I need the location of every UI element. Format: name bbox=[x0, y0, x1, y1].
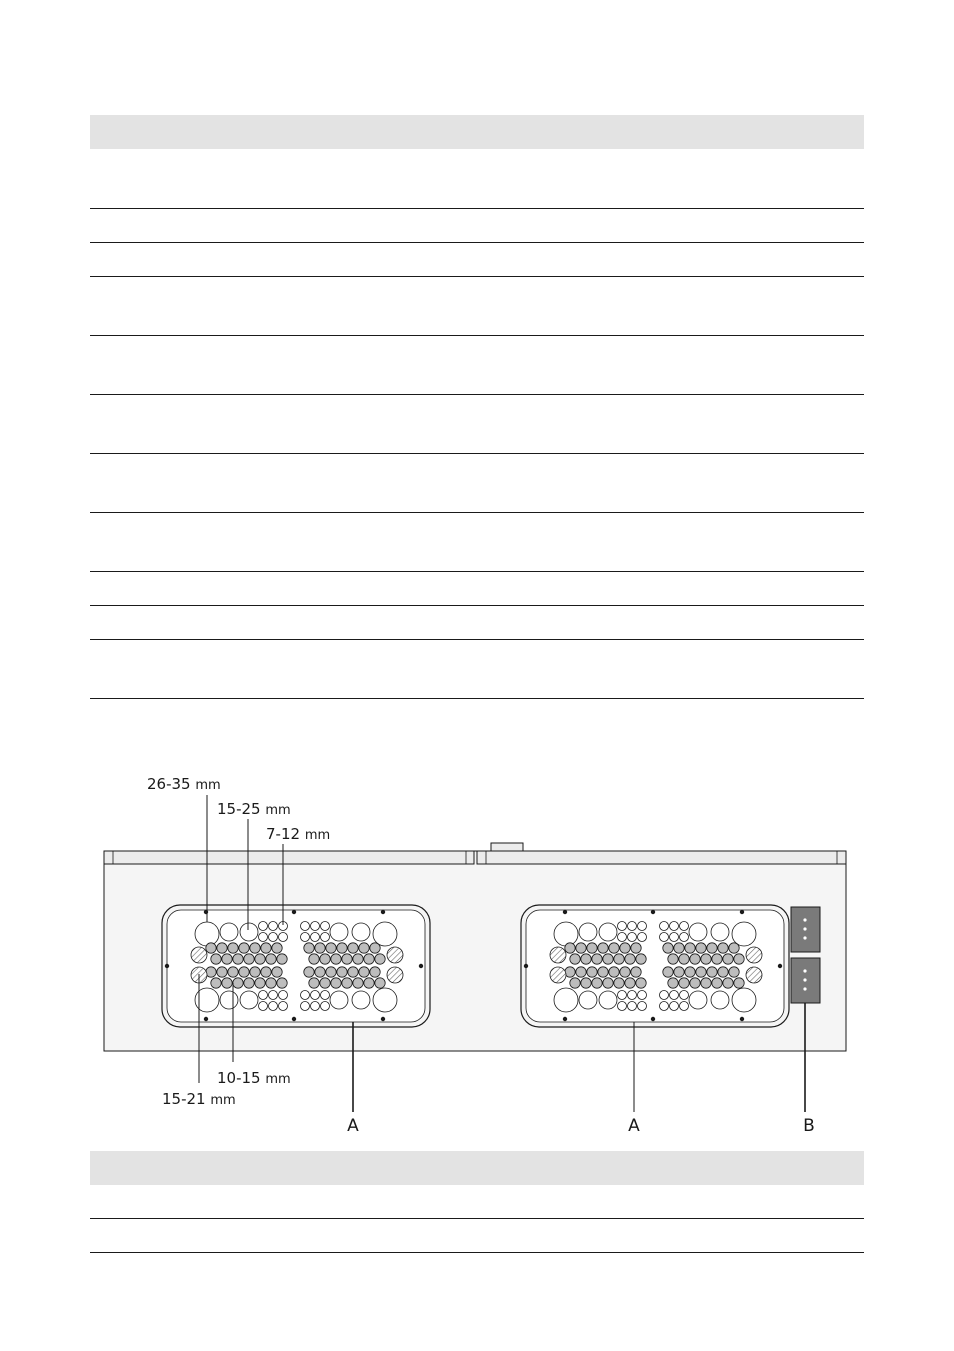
gland-hole bbox=[638, 922, 647, 931]
table-row bbox=[90, 336, 864, 395]
gland-hole bbox=[269, 922, 278, 931]
gland-hole bbox=[309, 954, 319, 964]
gland-hole bbox=[239, 943, 249, 953]
gland-hole bbox=[250, 943, 260, 953]
gland-hole bbox=[685, 967, 695, 977]
gland-hole bbox=[353, 978, 363, 988]
gland-hole bbox=[618, 933, 627, 942]
gland-hole bbox=[579, 923, 597, 941]
lid-right bbox=[477, 851, 846, 864]
lid-left bbox=[104, 851, 474, 864]
screw bbox=[740, 910, 744, 914]
gland-hole bbox=[668, 978, 678, 988]
gland-hole bbox=[631, 967, 641, 977]
gland-hole bbox=[680, 991, 689, 1000]
gland-hole bbox=[680, 933, 689, 942]
gland-hole bbox=[206, 943, 216, 953]
screw bbox=[165, 964, 169, 968]
gland-hole bbox=[272, 967, 282, 977]
gland-hole bbox=[320, 954, 330, 964]
table-row bbox=[90, 209, 864, 243]
table-row bbox=[90, 1185, 864, 1219]
gland-hole bbox=[269, 1002, 278, 1011]
gland-hole bbox=[277, 978, 287, 988]
gland-hole bbox=[734, 954, 744, 964]
gland-hole bbox=[670, 922, 679, 931]
gland-hole bbox=[387, 947, 403, 963]
gland-hole bbox=[217, 967, 227, 977]
gland-hole bbox=[259, 1002, 268, 1011]
gland-hole bbox=[330, 991, 348, 1009]
gland-hole bbox=[375, 978, 385, 988]
gland-hole bbox=[364, 978, 374, 988]
gland-hole bbox=[550, 967, 566, 983]
gland-hole bbox=[690, 978, 700, 988]
lower-table bbox=[90, 1151, 864, 1253]
gland-hole bbox=[554, 922, 578, 946]
gland-hole bbox=[638, 1002, 647, 1011]
gland-hole bbox=[266, 954, 276, 964]
screw bbox=[419, 964, 423, 968]
gland-hole bbox=[581, 954, 591, 964]
table-row bbox=[90, 606, 864, 640]
gland-hole bbox=[554, 988, 578, 1012]
gland-hole bbox=[239, 967, 249, 977]
gland-plate-right bbox=[521, 905, 789, 1027]
gland-hole bbox=[732, 922, 756, 946]
gland-hole bbox=[729, 967, 739, 977]
gland-hole bbox=[620, 967, 630, 977]
screw bbox=[204, 1017, 208, 1021]
gland-hole bbox=[707, 967, 717, 977]
gland-hole bbox=[663, 967, 673, 977]
gland-hole bbox=[729, 943, 739, 953]
gland-hole bbox=[321, 922, 330, 931]
gland-hole bbox=[279, 1002, 288, 1011]
gland-hole bbox=[550, 947, 566, 963]
gland-hole bbox=[279, 991, 288, 1000]
gland-hole bbox=[670, 991, 679, 1000]
gland-hole bbox=[618, 922, 627, 931]
gland-hole bbox=[718, 943, 728, 953]
gland-hole bbox=[261, 967, 271, 977]
gland-hole bbox=[222, 978, 232, 988]
gland-hole bbox=[331, 954, 341, 964]
gland-hole bbox=[326, 967, 336, 977]
gland-hole bbox=[570, 954, 580, 964]
table-row bbox=[90, 572, 864, 606]
gland-hole bbox=[628, 933, 637, 942]
gland-hole bbox=[301, 922, 310, 931]
callout-a-right: A bbox=[628, 1116, 640, 1136]
gland-hole bbox=[266, 978, 276, 988]
gland-hole bbox=[707, 943, 717, 953]
gland-hole bbox=[261, 943, 271, 953]
gland-hole bbox=[359, 967, 369, 977]
gland-hole bbox=[625, 978, 635, 988]
gland-hole bbox=[304, 943, 314, 953]
gland-hole bbox=[718, 967, 728, 977]
gland-hole bbox=[712, 978, 722, 988]
gland-hole bbox=[592, 954, 602, 964]
gland-hole bbox=[618, 1002, 627, 1011]
dim-label-10-15: 10-15 mm bbox=[217, 1069, 291, 1087]
gland-hole bbox=[746, 967, 762, 983]
gland-hole bbox=[679, 954, 689, 964]
gland-hole bbox=[625, 954, 635, 964]
gland-hole bbox=[272, 943, 282, 953]
gland-hole bbox=[609, 943, 619, 953]
gland-hole bbox=[712, 954, 722, 964]
gland-hole bbox=[587, 967, 597, 977]
gland-hole bbox=[660, 933, 669, 942]
gland-hole bbox=[620, 943, 630, 953]
gland-hole bbox=[222, 954, 232, 964]
gland-hole bbox=[670, 1002, 679, 1011]
gland-hole bbox=[304, 967, 314, 977]
gland-hole bbox=[638, 991, 647, 1000]
dim-label-26-35: 26-35 mm bbox=[147, 775, 221, 793]
gland-hole bbox=[598, 943, 608, 953]
gland-hole bbox=[255, 954, 265, 964]
gland-hole bbox=[680, 1002, 689, 1011]
gland-hole bbox=[579, 991, 597, 1009]
screw bbox=[292, 1017, 296, 1021]
gland-hole bbox=[352, 991, 370, 1009]
gland-hole bbox=[217, 943, 227, 953]
gland-hole bbox=[696, 967, 706, 977]
dim-label-7-12: 7-12 mm bbox=[266, 825, 331, 843]
gland-hole bbox=[636, 954, 646, 964]
gland-hole bbox=[576, 943, 586, 953]
gland-hole bbox=[342, 954, 352, 964]
gland-hole bbox=[387, 967, 403, 983]
gland-hole bbox=[734, 978, 744, 988]
gland-hole bbox=[348, 943, 358, 953]
screw bbox=[740, 1017, 744, 1021]
gland-hole bbox=[337, 967, 347, 977]
gland-hole bbox=[628, 922, 637, 931]
gland-hole bbox=[228, 967, 238, 977]
gland-hole bbox=[732, 988, 756, 1012]
gland-hole bbox=[259, 933, 268, 942]
gland-hole bbox=[321, 991, 330, 1000]
gland-hole bbox=[255, 978, 265, 988]
gland-hole bbox=[309, 978, 319, 988]
gland-hole bbox=[685, 943, 695, 953]
lid-hinge bbox=[491, 843, 523, 851]
gland-hole bbox=[663, 943, 673, 953]
gland-hole bbox=[342, 978, 352, 988]
gland-hole bbox=[244, 978, 254, 988]
gland-hole bbox=[220, 923, 238, 941]
gland-hole bbox=[631, 943, 641, 953]
gland-hole bbox=[191, 947, 207, 963]
gland-hole bbox=[603, 954, 613, 964]
screw bbox=[651, 910, 655, 914]
gland-hole bbox=[359, 943, 369, 953]
gland-hole bbox=[375, 954, 385, 964]
gland-hole bbox=[331, 978, 341, 988]
connector-b-lower bbox=[791, 958, 820, 1003]
screw bbox=[563, 910, 567, 914]
gland-hole bbox=[603, 978, 613, 988]
gland-hole bbox=[674, 943, 684, 953]
gland-hole bbox=[330, 923, 348, 941]
gland-hole bbox=[240, 991, 258, 1009]
gland-hole bbox=[277, 954, 287, 964]
upper-table bbox=[90, 115, 864, 699]
gland-hole bbox=[311, 922, 320, 931]
gland-hole bbox=[674, 967, 684, 977]
gland-hole bbox=[326, 943, 336, 953]
gland-hole bbox=[373, 988, 397, 1012]
cable-entry-diagram bbox=[90, 755, 864, 1145]
gland-hole bbox=[618, 991, 627, 1000]
gland-hole bbox=[321, 933, 330, 942]
gland-hole bbox=[370, 943, 380, 953]
gland-hole bbox=[711, 923, 729, 941]
gland-hole bbox=[701, 978, 711, 988]
gland-hole bbox=[195, 922, 219, 946]
gland-hole bbox=[660, 991, 669, 1000]
dim-label-15-21: 15-21 mm bbox=[162, 1090, 236, 1108]
gland-hole bbox=[599, 923, 617, 941]
gland-hole bbox=[364, 954, 374, 964]
screw bbox=[381, 910, 385, 914]
gland-hole bbox=[244, 954, 254, 964]
gland-hole bbox=[628, 991, 637, 1000]
gland-hole bbox=[711, 991, 729, 1009]
gland-hole bbox=[269, 991, 278, 1000]
gland-hole bbox=[311, 933, 320, 942]
gland-hole bbox=[598, 967, 608, 977]
screw bbox=[292, 910, 296, 914]
gland-hole bbox=[228, 943, 238, 953]
gland-hole bbox=[680, 922, 689, 931]
gland-hole bbox=[259, 991, 268, 1000]
table-row bbox=[90, 1219, 864, 1253]
gland-hole bbox=[701, 954, 711, 964]
screw bbox=[651, 1017, 655, 1021]
gland-hole bbox=[746, 947, 762, 963]
callout-b: B bbox=[803, 1116, 815, 1136]
gland-hole bbox=[315, 943, 325, 953]
lower-table-header bbox=[90, 1151, 864, 1185]
gland-hole bbox=[301, 1002, 310, 1011]
gland-hole bbox=[337, 943, 347, 953]
screw bbox=[381, 1017, 385, 1021]
table-row bbox=[90, 243, 864, 277]
gland-hole bbox=[311, 991, 320, 1000]
gland-hole bbox=[279, 933, 288, 942]
table-row bbox=[90, 513, 864, 572]
gland-hole bbox=[660, 922, 669, 931]
screw bbox=[524, 964, 528, 968]
gland-hole bbox=[587, 943, 597, 953]
gland-hole bbox=[370, 967, 380, 977]
connector-b-upper bbox=[791, 907, 820, 952]
gland-hole bbox=[614, 954, 624, 964]
gland-plate-left bbox=[162, 905, 430, 1027]
gland-hole bbox=[723, 954, 733, 964]
table-row bbox=[90, 395, 864, 454]
gland-hole bbox=[353, 954, 363, 964]
gland-hole bbox=[689, 923, 707, 941]
gland-hole bbox=[609, 967, 619, 977]
screw bbox=[563, 1017, 567, 1021]
gland-hole bbox=[311, 1002, 320, 1011]
gland-hole bbox=[570, 978, 580, 988]
gland-hole bbox=[321, 1002, 330, 1011]
gland-hole bbox=[301, 991, 310, 1000]
gland-hole bbox=[233, 978, 243, 988]
gland-hole bbox=[614, 978, 624, 988]
gland-hole bbox=[638, 933, 647, 942]
upper-table-header bbox=[90, 115, 864, 149]
gland-hole bbox=[576, 967, 586, 977]
gland-hole bbox=[269, 933, 278, 942]
table-row bbox=[90, 454, 864, 513]
gland-hole bbox=[320, 978, 330, 988]
gland-hole bbox=[628, 1002, 637, 1011]
gland-hole bbox=[723, 978, 733, 988]
gland-hole bbox=[250, 967, 260, 977]
table-row bbox=[90, 640, 864, 699]
gland-hole bbox=[689, 991, 707, 1009]
dim-label-15-25: 15-25 mm bbox=[217, 800, 291, 818]
gland-hole bbox=[233, 954, 243, 964]
table-row bbox=[90, 149, 864, 209]
gland-hole bbox=[668, 954, 678, 964]
screw bbox=[778, 964, 782, 968]
gland-hole bbox=[670, 933, 679, 942]
screw bbox=[204, 910, 208, 914]
gland-hole bbox=[211, 954, 221, 964]
gland-hole bbox=[599, 991, 617, 1009]
callout-a-left: A bbox=[347, 1116, 359, 1136]
gland-hole bbox=[592, 978, 602, 988]
gland-hole bbox=[660, 1002, 669, 1011]
gland-hole bbox=[348, 967, 358, 977]
gland-hole bbox=[240, 923, 258, 941]
gland-hole bbox=[373, 922, 397, 946]
gland-hole bbox=[352, 923, 370, 941]
gland-hole bbox=[696, 943, 706, 953]
gland-hole bbox=[211, 978, 221, 988]
gland-hole bbox=[220, 991, 238, 1009]
gland-hole bbox=[679, 978, 689, 988]
table-row bbox=[90, 277, 864, 336]
gland-hole bbox=[636, 978, 646, 988]
gland-hole bbox=[690, 954, 700, 964]
gland-hole bbox=[581, 978, 591, 988]
gland-hole bbox=[259, 922, 268, 931]
gland-hole bbox=[565, 943, 575, 953]
gland-hole bbox=[315, 967, 325, 977]
gland-hole bbox=[301, 933, 310, 942]
